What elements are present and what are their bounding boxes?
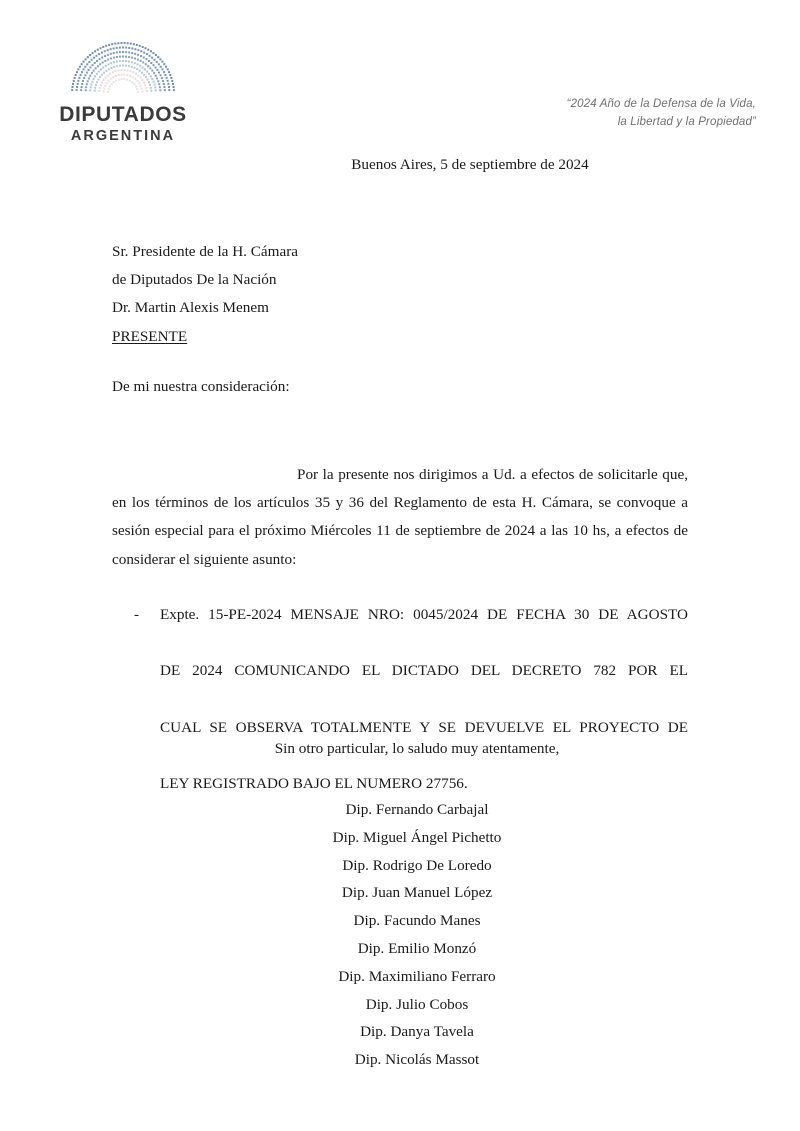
signers-block: [112, 796, 688, 1074]
list-item-line: CUAL SE OBSERVA TOTALMENTE Y SE DEVUELVE EL PROYECTO DE: [160, 718, 688, 736]
addressee-present: PRESENTE: [112, 327, 188, 345]
header-slogan: [426, 96, 756, 132]
signer-name: Dip. Rodrigo De Loredo: [342, 856, 492, 874]
date-line: Buenos Aires, 5 de septiembre de 2024: [351, 156, 589, 173]
signer-name: Dip. Fernando Carbajal: [345, 801, 489, 818]
body-paragraph: Por la presente nos dirigimos a Ud. a efectos de solicitarle que, en los términos de los artículos 35 y 36 del Reglamento de esta H. Cámara, se convoque a sesión especial para el próximo Miércoles 11 de septiembre de 2024 a las 10 hs, a efectos de considerar el siguiente asunto:: [112, 466, 688, 568]
signer-name: Dip. Facundo Manes: [353, 912, 481, 930]
slogan-line-2: la Libertad y la Propiedad”: [617, 115, 756, 128]
list-item-text: [160, 601, 688, 798]
signer-name: Dip. Maximiliano Ferraro: [338, 967, 496, 985]
addressee-block: [112, 238, 688, 351]
logo-wordmark: DIPUTADOS: [59, 103, 187, 126]
greeting-line: De mi nuestra consideración:: [112, 378, 290, 395]
signer-name: Dip. Juan Manuel López: [341, 884, 493, 902]
signer-name: Dip. Emilio Monzó: [357, 939, 477, 957]
signer-name: Dip. Danya Tavela: [360, 1023, 474, 1041]
signer-name: Dip. Julio Cobos: [365, 995, 469, 1013]
list-item-line: Expte. 15-PE-2024 MENSAJE NRO: 0045/2024 DE FECHA 30 DE AGOSTO: [160, 606, 688, 623]
asunto-list: [134, 601, 688, 798]
logo-sub-wordmark: ARGENTINA: [70, 128, 176, 145]
list-item: [134, 601, 688, 798]
signer-name: Dip. Miguel Ángel Pichetto: [332, 828, 502, 846]
addressee-line: Sr. Presidente de la H. Cámara: [112, 243, 298, 260]
addressee-line: de Diputados De la Nación: [112, 271, 277, 289]
diputados-logo: [38, 38, 208, 148]
hemicycle-dots-icon: [65, 38, 181, 98]
document-header: [0, 0, 800, 150]
signer-name: Dip. Nicolás Massot: [354, 1051, 480, 1069]
bullet-dash-icon: -: [134, 606, 140, 623]
slogan-line-1: “2024 Año de la Defensa de la Vida,: [566, 98, 756, 110]
addressee-line: Dr. Martin Alexis Menem: [112, 299, 269, 317]
closing-line: Sin otro particular, lo saludo muy atentamente,: [274, 740, 560, 757]
list-item-line: LEY REGISTRADO BAJO EL NUMERO 27756.: [160, 775, 468, 793]
list-item-line: DE 2024 COMUNICANDO EL DICTADO DEL DECRETO 782 POR EL: [160, 662, 688, 680]
